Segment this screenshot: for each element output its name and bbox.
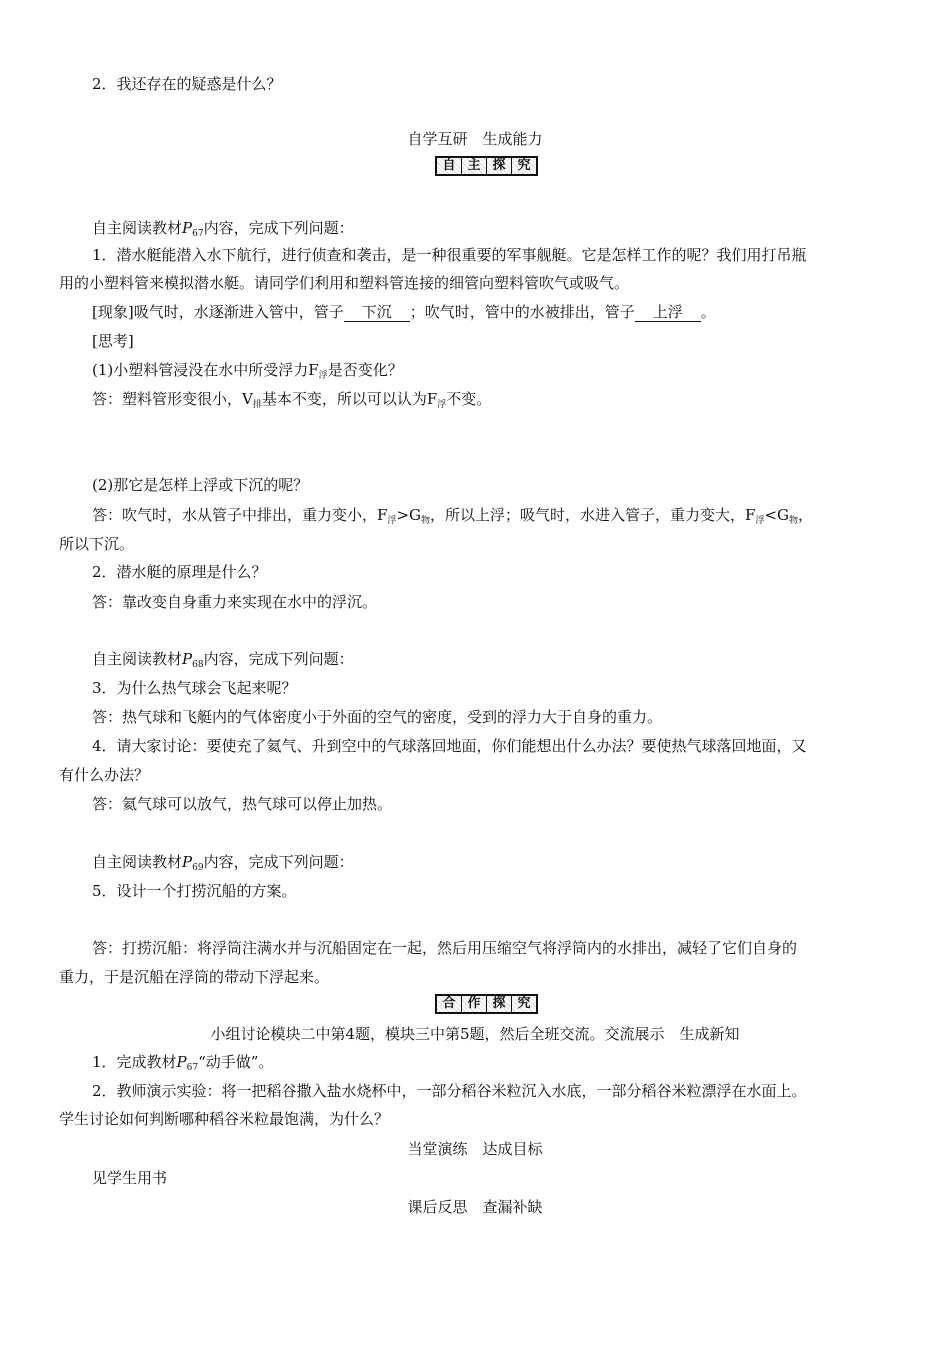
text: (1)小塑料管浸没在水中所受浮力F: [92, 361, 319, 379]
question-5: 5．设计一个打捞沉船的方案。: [92, 882, 297, 900]
subscript: 浮: [755, 516, 765, 526]
text: ，: [798, 506, 814, 524]
page-letter: P: [182, 853, 193, 871]
question-1-line-2: 用的小塑料管来模拟潜水艇。请同学们利用和塑料管连接的细管向塑料管吹气或吸气。: [59, 274, 630, 292]
read-text: 内容，完成下列问题：: [203, 219, 354, 237]
label-char: 自: [437, 158, 462, 174]
label-char: 合: [437, 996, 462, 1012]
text: 基本不变，所以可以认为F: [261, 390, 438, 408]
cooperative-item-1: [92, 1052, 273, 1075]
question-4-line-2: 有什么办法？: [59, 766, 150, 784]
page-letter: P: [182, 219, 193, 237]
group-discussion-line: 小组讨论模块二中第4题，模块三中第5题，然后全班交流。交流展示 生成新知: [210, 1025, 740, 1043]
subscript: 物: [789, 516, 799, 526]
read-text: 自主阅读教材: [92, 853, 183, 871]
cooperative-item-2-line-1: 2．教师演示实验：将一把稻谷撒入盐水烧杯中，一部分稻谷米粒沉入水底，一部分稻谷米粒漂浮在水面上。: [92, 1082, 807, 1100]
label-char: 究: [512, 996, 536, 1012]
label-char: 主: [462, 158, 487, 174]
label-char: 探: [487, 158, 512, 174]
answer-blank-float: 上浮: [635, 303, 701, 322]
page-number: 67: [192, 229, 204, 239]
think-question-1: [92, 360, 403, 383]
practice-reference: 见学生用书: [92, 1169, 168, 1187]
doubt-question: 2．我还存在的疑惑是什么？: [92, 75, 282, 93]
section-title-self-study: 自学互研 生成能力: [407, 130, 543, 148]
subscript: 浮: [437, 400, 447, 410]
phenomenon-text: 。: [700, 303, 716, 321]
question-2: 2．潜水艇的原理是什么？: [92, 563, 267, 581]
text: 答：吹气时，水从管子中排出，重力变小，F: [92, 506, 388, 524]
question-1-line-1: 1．潜水艇能潜入水下航行，进行侦查和袭击，是一种很重要的军事舰艇。它是怎样工作的呢？我们用打吊瓶: [92, 246, 807, 264]
read-text: 自主阅读教材: [92, 219, 183, 237]
text: “动手做”。: [198, 1053, 274, 1071]
label-char: 探: [487, 996, 512, 1012]
think-question-2: (2)那它是怎样上浮或下沉的呢？: [92, 476, 309, 494]
text: >G: [396, 506, 421, 524]
text: ，所以上浮；吸气时，水进入管子，重力变大，F: [430, 506, 756, 524]
think-answer-1: [92, 389, 491, 412]
answer-5-line-1: 答：打捞沉船：将浮筒注满水并与沉船固定在一起，然后用压缩空气将浮筒内的水排出，减轻了它们自身的: [92, 939, 798, 957]
label-self-explore: [435, 156, 538, 176]
text: <G: [764, 506, 790, 524]
question-4-line-1: 4．请大家讨论：要使充了氦气、升到空中的气球落回地面，你们能想出什么办法？要使热气球落回地面，又: [92, 737, 807, 755]
answer-3: 答：热气球和飞艇内的气体密度小于外面的空气的密度，受到的浮力大于自身的重力。: [92, 708, 663, 726]
subscript: 排: [252, 400, 262, 410]
subscript: 浮: [387, 516, 397, 526]
think-heading: [思考]: [92, 332, 134, 350]
section-title-practice: 当堂演练 达成目标: [407, 1140, 543, 1158]
label-char: 作: [462, 996, 487, 1012]
label-char: 究: [512, 158, 536, 174]
phenomenon-text: ；吹气时，管中的水被排出，管子: [409, 303, 635, 321]
answer-5-line-2: 重力，于是沉船在浮筒的带动下浮起来。: [59, 968, 330, 986]
think-answer-2-line-2: 所以下沉。: [59, 535, 135, 553]
page-number: 68: [192, 660, 204, 670]
read-text: 自主阅读教材: [92, 650, 183, 668]
text: 不变。: [446, 390, 492, 408]
text: 1．完成教材: [92, 1053, 177, 1071]
page-letter: P: [176, 1053, 187, 1071]
label-cooperative-explore: [435, 994, 538, 1014]
answer-2: 答：靠改变自身重力来实现在水中的浮沉。: [92, 593, 378, 611]
section-title-reflection: 课后反思 查漏补缺: [407, 1198, 543, 1216]
answer-blank-sink: 下沉: [344, 303, 410, 322]
reading-instruction-3: [92, 852, 354, 875]
cooperative-item-2-line-2: 学生讨论如何判断哪种稻谷米粒最饱满，为什么？: [59, 1110, 390, 1128]
text: 答：塑料管形变很小，V: [92, 390, 253, 408]
answer-4: 答：氦气球可以放气，热气球可以停止加热。: [92, 795, 393, 813]
phenomenon-text: [现象]吸气时，水逐渐进入管中，管子: [92, 303, 344, 321]
page-number: 67: [186, 1063, 199, 1073]
question-3: 3．为什么热气球会飞起来呢？: [92, 679, 297, 697]
page-letter: P: [182, 650, 193, 668]
reading-instruction-2: [92, 649, 354, 672]
reading-instruction-1: [92, 218, 354, 241]
phenomenon-line: [92, 302, 716, 322]
read-text: 内容，完成下列问题：: [203, 853, 354, 871]
page-number: 69: [192, 863, 204, 873]
think-answer-2-line-1: [92, 505, 813, 528]
subscript: 物: [421, 516, 431, 526]
read-text: 内容，完成下列问题：: [203, 650, 354, 668]
text: 是否变化？: [327, 361, 403, 379]
subscript: 浮: [318, 371, 328, 381]
